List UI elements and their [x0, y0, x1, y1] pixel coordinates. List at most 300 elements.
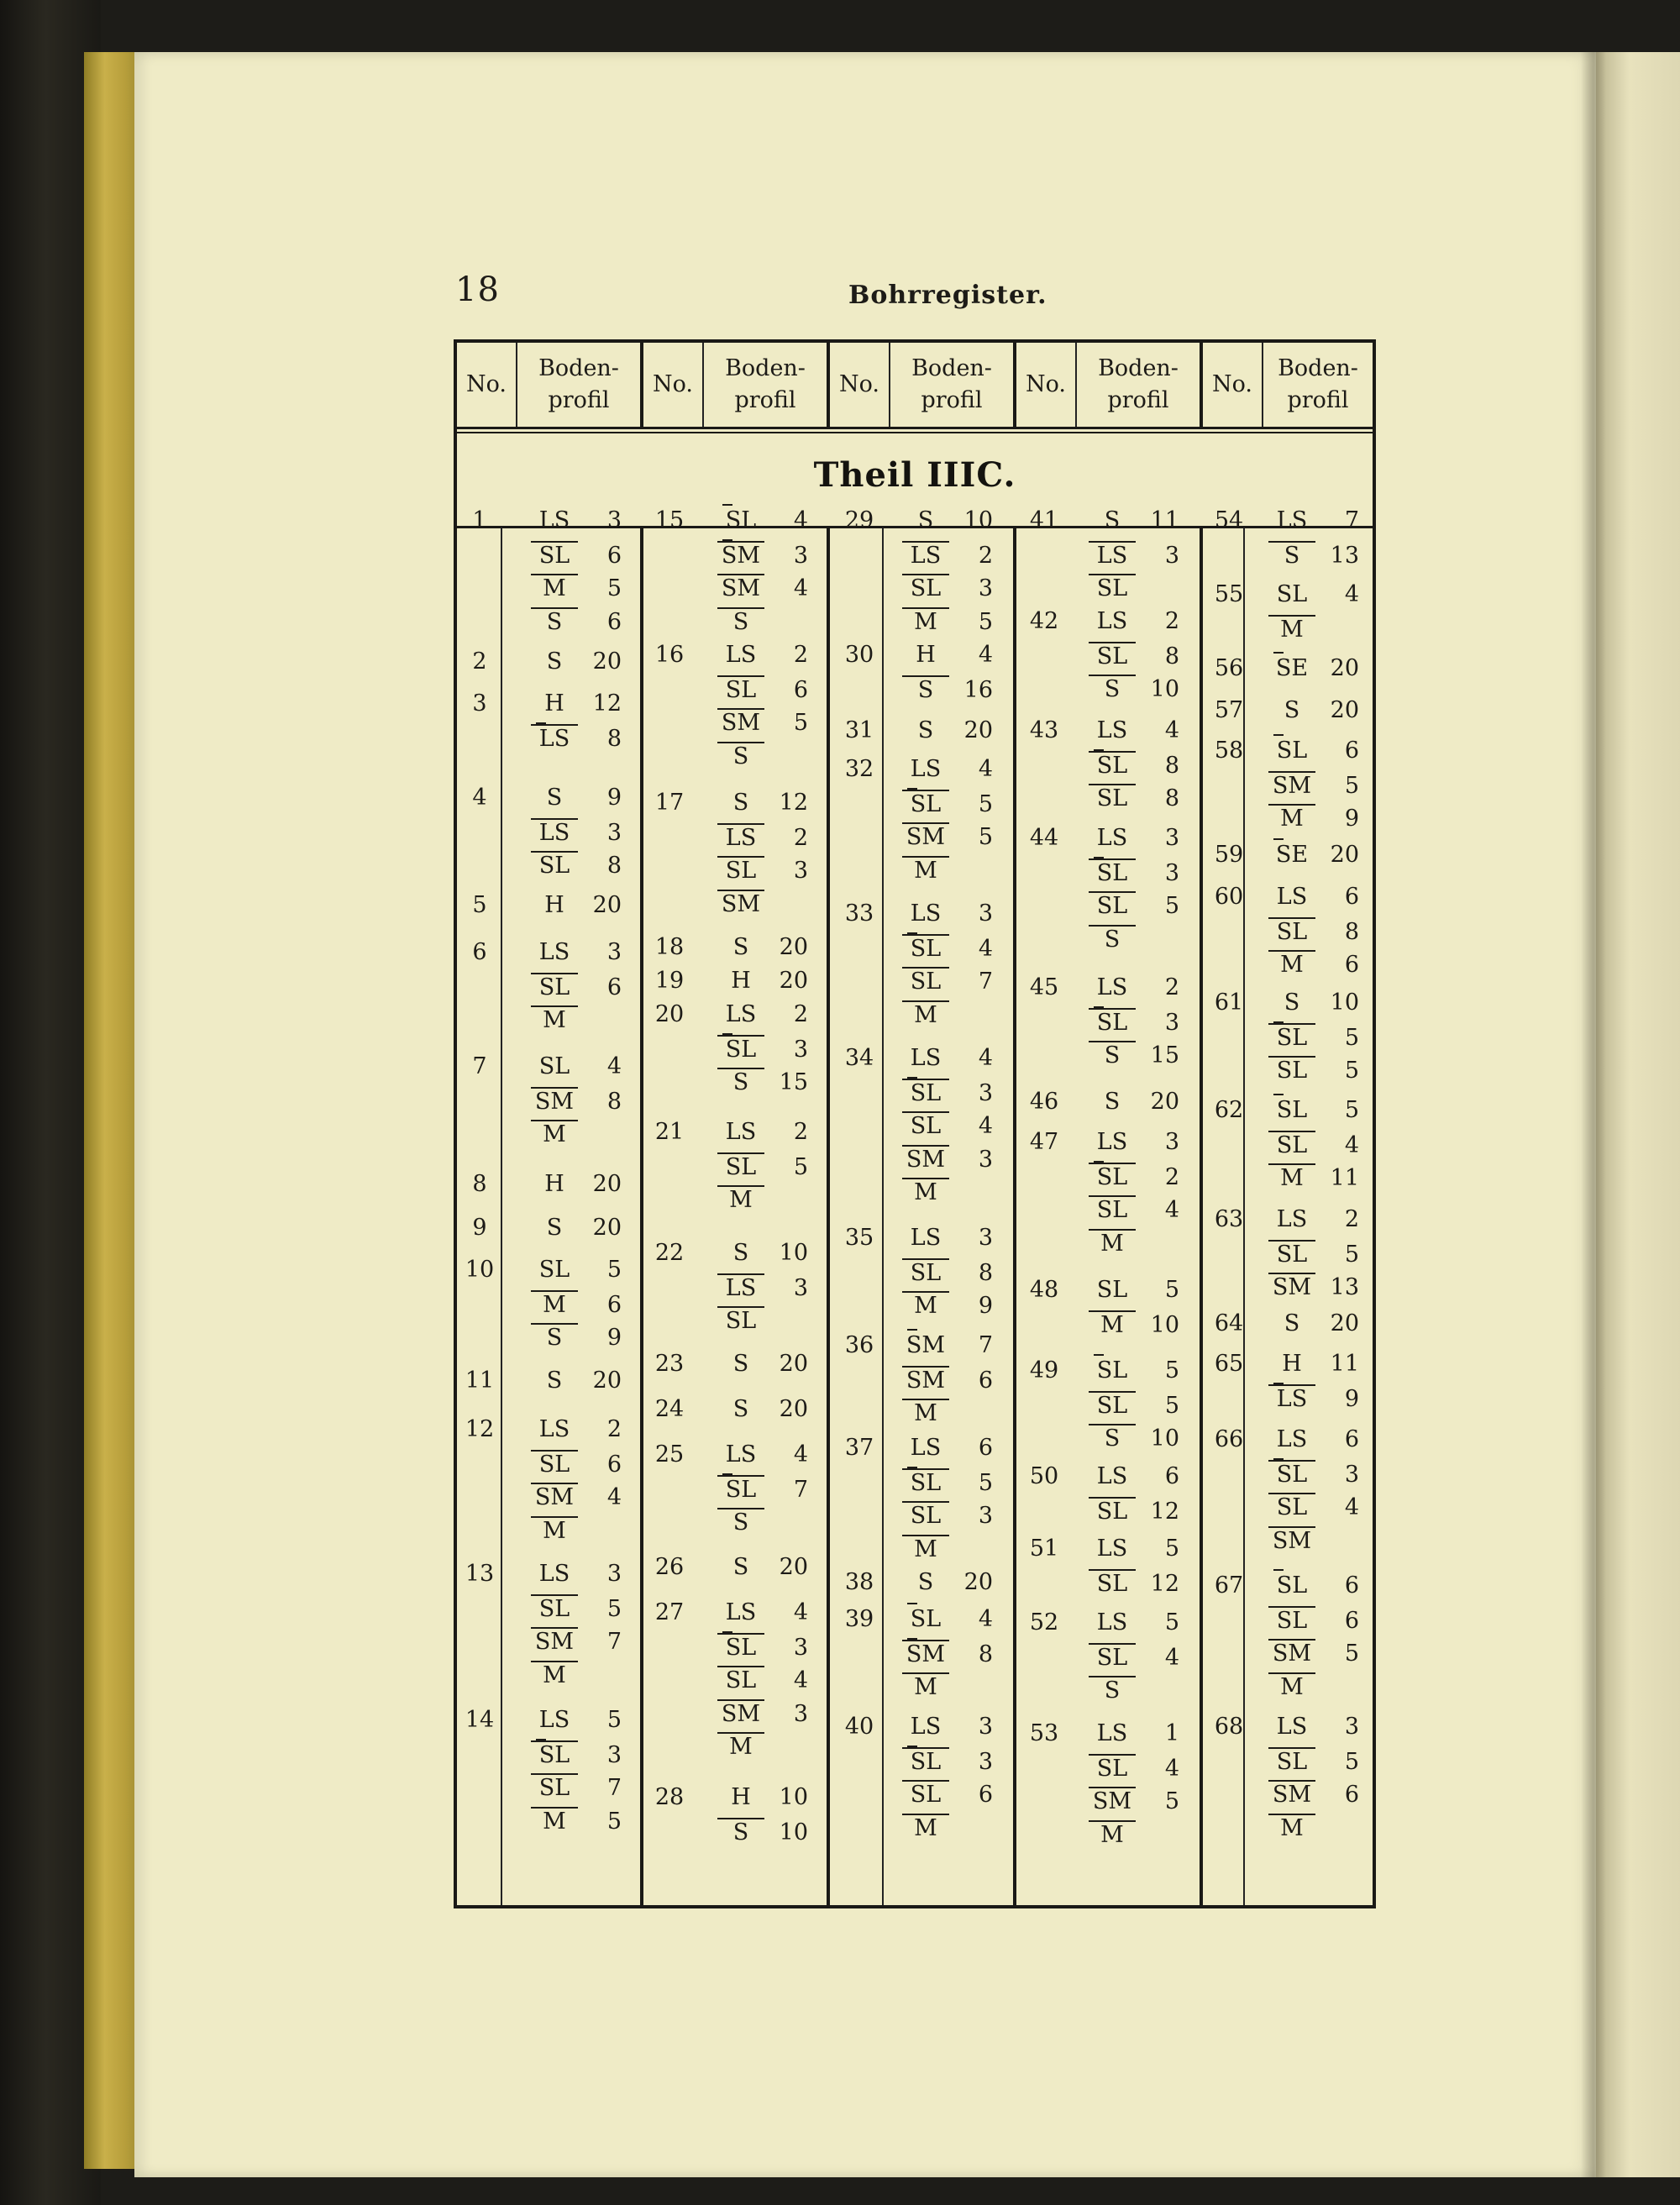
soil-symbol: S — [717, 1818, 764, 1845]
depth-value: 8 — [1164, 643, 1179, 669]
soil-symbol: LS — [538, 1561, 570, 1587]
depth-value: 2 — [1164, 608, 1179, 634]
depth-value: 10 — [779, 1784, 808, 1810]
profile-line — [1089, 1463, 1179, 1489]
soil-symbol: S — [732, 1240, 749, 1266]
entry-number: 56 — [1214, 655, 1244, 681]
depth-value: 4 — [978, 1606, 993, 1632]
depth-value: 5 — [1164, 1536, 1179, 1562]
soil-symbol: SL — [538, 1257, 570, 1283]
entry-number: 22 — [654, 1240, 685, 1266]
profile-line — [1089, 1676, 1136, 1704]
entry-number: 31 — [844, 717, 874, 743]
soil-symbol: LS — [531, 818, 578, 846]
depth-value: 3 — [793, 542, 808, 569]
entry-number: 60 — [1214, 884, 1244, 910]
profile-line — [531, 1627, 622, 1655]
profile-line — [531, 1661, 578, 1688]
soil-symbol: SL — [902, 1780, 949, 1808]
entry-number: 49 — [1029, 1357, 1059, 1383]
header-no-1: No. — [466, 371, 507, 397]
depth-value: 20 — [592, 892, 622, 918]
soil-symbol: S — [717, 1508, 764, 1536]
profile-line — [1268, 1206, 1359, 1232]
profile-line — [531, 973, 622, 1000]
soil-symbol: SL — [1089, 1643, 1136, 1671]
soil-symbol: M — [1268, 1672, 1315, 1700]
depth-value: 10 — [779, 1819, 808, 1845]
depth-value: 4 — [1164, 1644, 1179, 1671]
depth-value: 7 — [606, 1775, 622, 1801]
header-profile-3: Boden- profil — [911, 355, 992, 413]
profile-line — [531, 1005, 578, 1033]
profile-line — [902, 1399, 949, 1426]
depth-value: 6 — [1344, 1607, 1359, 1634]
depth-value: 6 — [1344, 1426, 1359, 1452]
profile-line — [902, 1366, 993, 1394]
depth-value: 6 — [1344, 1572, 1359, 1599]
entry-number: 23 — [654, 1351, 685, 1377]
profile-line — [1089, 825, 1179, 851]
entry-number: 55 — [1214, 581, 1244, 607]
depth-value: 8 — [1164, 785, 1179, 811]
profile-line — [902, 1780, 993, 1808]
profile-line — [531, 1740, 622, 1768]
profile-line — [902, 1079, 993, 1106]
profile-line — [902, 1435, 993, 1461]
soil-symbol: SL — [902, 1468, 949, 1496]
profile-line — [902, 1640, 993, 1667]
depth-value: 3 — [1164, 825, 1179, 851]
soil-symbol: S — [531, 1323, 578, 1351]
soil-symbol: LS — [538, 1707, 570, 1733]
profile-line — [902, 1501, 993, 1529]
depth-value: 1 — [1164, 1720, 1179, 1746]
depth-value: 3 — [978, 1748, 993, 1775]
soil-symbol: S — [1089, 1041, 1136, 1068]
profile-line — [1268, 615, 1315, 643]
depth-value: 2 — [793, 824, 808, 851]
profile-line — [902, 541, 993, 569]
soil-symbol: M — [531, 574, 578, 601]
profile-line — [1089, 1163, 1179, 1190]
depth-value: 4 — [1164, 1197, 1179, 1223]
soil-symbol: SL — [531, 1594, 578, 1622]
soil-symbol: SL — [1089, 1497, 1136, 1525]
profile-line — [1268, 950, 1359, 978]
soil-symbol: M — [902, 856, 949, 884]
entry-number: 42 — [1029, 608, 1059, 634]
depth-value: 20 — [1330, 1310, 1359, 1336]
profile-line — [1268, 1426, 1359, 1452]
soil-symbol: SL — [1089, 858, 1136, 886]
soil-symbol: LS — [1096, 608, 1128, 634]
profile-line — [531, 648, 622, 675]
depth-value: 7 — [978, 969, 993, 995]
profile-line — [531, 1215, 622, 1241]
soil-symbol: M — [902, 1672, 949, 1700]
profile-line — [1089, 1357, 1179, 1383]
depth-value: 6 — [606, 542, 622, 569]
depth-value: 3 — [978, 1079, 993, 1106]
entry-number: 48 — [1029, 1277, 1059, 1303]
profile-line — [531, 851, 622, 879]
profile-line — [902, 1606, 993, 1632]
soil-symbol: SE — [1268, 842, 1315, 868]
depth-value: 20 — [779, 934, 808, 960]
soil-symbol: LS — [538, 507, 570, 533]
soil-symbol: LS — [1096, 825, 1128, 851]
profile-line — [902, 1225, 993, 1251]
profile-line — [902, 856, 949, 884]
depth-value: 4 — [1344, 581, 1359, 607]
soil-symbol: M — [531, 1120, 578, 1147]
profile-line — [902, 507, 993, 533]
depth-value: 7 — [1344, 507, 1359, 533]
soil-symbol: S — [717, 1068, 764, 1095]
depth-value: 3 — [978, 1714, 993, 1740]
entry-number: 24 — [654, 1396, 685, 1422]
depth-value: 4 — [793, 575, 808, 601]
profile-line — [902, 642, 993, 668]
entry-number: 40 — [844, 1714, 874, 1740]
profile-line — [531, 1053, 622, 1079]
depth-value: 4 — [978, 1045, 993, 1071]
next-page-edge — [1596, 52, 1680, 2177]
soil-symbol: SL — [1089, 1163, 1136, 1190]
profile-line — [1268, 842, 1359, 868]
depth-value: 3 — [978, 575, 993, 601]
soil-symbol: SL — [1268, 1606, 1315, 1634]
profile-line — [717, 708, 808, 736]
profile-line — [902, 1291, 993, 1319]
depth-value: 6 — [978, 1435, 993, 1461]
header-divider — [640, 343, 643, 427]
soil-symbol: S — [917, 507, 934, 533]
profile-line — [1268, 804, 1359, 832]
soil-symbol: SL — [1268, 1240, 1315, 1268]
depth-value: 6 — [978, 1782, 993, 1808]
depth-value: 4 — [1344, 1494, 1359, 1520]
depth-value: 3 — [1164, 859, 1179, 886]
entry-number: 39 — [844, 1606, 874, 1632]
depth-value: 3 — [1164, 542, 1179, 569]
depth-value: 15 — [779, 1069, 808, 1095]
soil-symbol: SM — [531, 1483, 578, 1510]
entry-number: 18 — [654, 934, 685, 960]
depth-value: 3 — [978, 1225, 993, 1251]
profile-line — [717, 1732, 764, 1760]
profile-line — [1089, 1569, 1179, 1597]
entry-number: 1 — [472, 507, 487, 533]
profile-line — [902, 1145, 993, 1173]
soil-symbol: SM — [902, 1640, 949, 1667]
soil-symbol: S — [732, 934, 749, 960]
depth-value: 20 — [592, 648, 622, 675]
profile-line — [717, 1273, 808, 1301]
soil-symbol: H — [544, 690, 564, 717]
depth-value: 4 — [606, 1484, 622, 1510]
depth-value: 5 — [793, 1153, 808, 1180]
depth-value: 5 — [1344, 772, 1359, 799]
profile-line — [717, 823, 808, 851]
profile-line — [717, 1818, 808, 1845]
profile-line — [902, 1468, 993, 1496]
depth-value: 7 — [793, 1476, 808, 1503]
soil-symbol: S — [546, 648, 563, 675]
depth-value: 6 — [606, 974, 622, 1000]
profile-line — [1268, 1351, 1359, 1377]
entry-number: 30 — [844, 642, 874, 668]
entry-number: 44 — [1029, 825, 1059, 851]
soil-symbol: SL — [1268, 1056, 1315, 1084]
entry-number: 58 — [1214, 738, 1244, 764]
depth-value: 3 — [606, 1561, 622, 1587]
depth-value: 3 — [793, 1036, 808, 1063]
entry-number: 50 — [1029, 1463, 1059, 1489]
entry-number: 7 — [472, 1053, 487, 1079]
depth-value: 10 — [963, 507, 993, 533]
soil-symbol: H — [731, 1784, 751, 1810]
profile-line — [1268, 1747, 1359, 1775]
entry-number: 52 — [1029, 1609, 1059, 1635]
bore-register-table — [454, 339, 1376, 1908]
soil-symbol: H — [544, 1171, 564, 1197]
soil-symbol: S — [1089, 925, 1136, 953]
soil-symbol: SL — [1268, 917, 1315, 945]
profile-line — [1268, 1131, 1359, 1158]
entry-number: 29 — [844, 507, 874, 533]
profile-line — [531, 1594, 622, 1622]
profile-line — [1089, 784, 1179, 811]
soil-symbol: S — [1284, 697, 1300, 723]
soil-symbol: H — [731, 968, 751, 994]
entry-number: 9 — [472, 1215, 487, 1241]
soil-symbol: SM — [717, 541, 764, 569]
profile-line — [1268, 655, 1359, 681]
profile-line — [902, 1747, 993, 1775]
soil-symbol: LS — [1096, 1720, 1128, 1746]
soil-symbol: H — [544, 892, 564, 918]
depth-value: 3 — [978, 1146, 993, 1173]
profile-line — [1268, 1814, 1315, 1841]
depth-value: 5 — [793, 710, 808, 736]
entry-number: 59 — [1214, 842, 1244, 868]
header-divider — [1013, 343, 1016, 427]
depth-value: 2 — [793, 1001, 808, 1027]
profile-line — [531, 1368, 622, 1394]
entry-number: 37 — [844, 1435, 874, 1461]
soil-symbol: SL — [902, 1501, 949, 1529]
soil-symbol: LS — [717, 823, 764, 851]
profile-line — [1268, 1384, 1359, 1412]
soil-symbol: SL — [531, 1740, 578, 1768]
soil-symbol: SM — [902, 822, 949, 850]
profile-line — [531, 690, 622, 717]
profile-line — [1268, 771, 1359, 799]
soil-symbol: S — [732, 1396, 749, 1422]
profile-line — [1089, 1129, 1179, 1155]
soil-symbol: SM — [1268, 1639, 1315, 1667]
header-divider — [516, 343, 517, 427]
depth-value: 5 — [606, 1257, 622, 1283]
soil-symbol: SL — [1089, 1008, 1136, 1036]
profile-line — [531, 507, 622, 533]
depth-value: 5 — [1164, 1277, 1179, 1303]
profile-line — [1268, 1056, 1359, 1084]
depth-value: 3 — [606, 1741, 622, 1768]
soil-symbol: SL — [902, 934, 949, 962]
soil-symbol: S — [732, 1554, 749, 1580]
depth-value: 4 — [1164, 717, 1179, 743]
depth-value: 20 — [1330, 842, 1359, 868]
soil-symbol: SL — [1089, 1754, 1136, 1782]
depth-value: 4 — [978, 935, 993, 962]
depth-value: 12 — [592, 690, 622, 717]
soil-symbol: S — [717, 607, 764, 635]
profile-line — [531, 1171, 622, 1197]
profile-line — [531, 607, 622, 635]
soil-symbol: LS — [725, 642, 757, 668]
soil-symbol: LS — [725, 1599, 757, 1625]
depth-value: 6 — [606, 1291, 622, 1318]
profile-line — [717, 1633, 808, 1661]
depth-value: 2 — [978, 542, 993, 569]
depth-value: 4 — [1164, 1755, 1179, 1782]
entry-number: 35 — [844, 1225, 874, 1251]
depth-value: 4 — [606, 1053, 622, 1079]
depth-value: 9 — [606, 1325, 622, 1351]
soil-symbol: M — [902, 1000, 949, 1028]
entry-number: 33 — [844, 900, 874, 927]
depth-value: 20 — [779, 968, 808, 994]
profile-line — [1268, 1023, 1359, 1051]
profile-line — [531, 724, 622, 752]
soil-symbol: LS — [902, 541, 949, 569]
depth-value: 8 — [606, 725, 622, 752]
profile-line — [1268, 990, 1359, 1016]
depth-value: 8 — [1344, 918, 1359, 945]
entry-number: 45 — [1029, 974, 1059, 1000]
entry-number: 38 — [844, 1569, 874, 1595]
depth-value: 5 — [978, 608, 993, 635]
soil-symbol: S — [546, 785, 563, 811]
soil-symbol: SL — [717, 856, 764, 884]
depth-value: 20 — [963, 1569, 993, 1595]
header-divider — [702, 343, 704, 427]
depth-value: 10 — [1150, 1311, 1179, 1338]
soil-symbol: S — [1268, 541, 1315, 569]
depth-value: 5 — [1164, 893, 1179, 919]
soil-symbol: SL — [902, 1258, 949, 1286]
depth-value: 5 — [606, 1707, 622, 1733]
soil-symbol: SM — [1089, 1787, 1136, 1814]
depth-value: 2 — [793, 1119, 808, 1145]
profile-line — [531, 1290, 622, 1318]
profile-line — [717, 856, 808, 884]
profile-line — [531, 1773, 622, 1801]
soil-symbol: S — [1104, 1089, 1121, 1115]
profile-line — [717, 675, 808, 703]
entry-number: 3 — [472, 690, 487, 717]
entry-number: 5 — [472, 892, 487, 918]
soil-symbol: M — [1268, 950, 1315, 978]
entry-number: 57 — [1214, 697, 1244, 723]
depth-value: 6 — [1344, 952, 1359, 978]
depth-value: 11 — [1150, 507, 1179, 533]
entry-number: 26 — [654, 1554, 685, 1580]
profile-line — [1089, 1643, 1179, 1671]
depth-value: 9 — [1344, 806, 1359, 832]
soil-symbol: S — [546, 1215, 563, 1241]
soil-symbol: SL — [1089, 574, 1136, 601]
profile-line — [902, 574, 993, 601]
depth-value: 3 — [1164, 1129, 1179, 1155]
soil-symbol: SL — [531, 973, 578, 1000]
soil-symbol: M — [902, 1178, 949, 1205]
soil-symbol: LS — [725, 1119, 757, 1145]
profile-line — [1268, 507, 1359, 533]
soil-symbol: SL — [1268, 1023, 1315, 1051]
profile-line — [531, 1807, 622, 1835]
soil-symbol: SM — [1268, 1273, 1315, 1300]
depth-value: 5 — [1344, 1641, 1359, 1667]
depth-value: 4 — [978, 642, 993, 668]
profile-line — [902, 1332, 993, 1358]
soil-symbol: LS — [1096, 717, 1128, 743]
profile-line — [717, 574, 808, 601]
depth-value: 2 — [1344, 1206, 1359, 1232]
profile-line — [1089, 1720, 1179, 1746]
soil-symbol: LS — [1089, 541, 1136, 569]
entry-number: 68 — [1214, 1714, 1244, 1740]
profile-line — [1268, 1310, 1359, 1336]
depth-value: 7 — [606, 1629, 622, 1655]
profile-line — [717, 1306, 764, 1334]
soil-symbol: SL — [1268, 1460, 1315, 1488]
soil-symbol: M — [1268, 804, 1315, 832]
entry-number: 12 — [465, 1416, 495, 1442]
soil-symbol: S — [1284, 1310, 1300, 1336]
profile-line — [1089, 541, 1179, 569]
soil-symbol: S — [1089, 1424, 1136, 1452]
depth-value: 20 — [963, 717, 993, 743]
profile-line — [1089, 642, 1179, 669]
entry-number: 13 — [465, 1561, 495, 1587]
profile-line — [717, 1068, 808, 1095]
depth-value: 20 — [1330, 655, 1359, 681]
soil-symbol: SL — [538, 1053, 570, 1079]
profile-line — [717, 1185, 764, 1213]
profile-line — [902, 717, 993, 743]
profile-line — [902, 1672, 949, 1700]
profile-line — [717, 1396, 808, 1422]
entry-number: 65 — [1214, 1351, 1244, 1377]
profile-line — [531, 1561, 622, 1587]
soil-symbol: SL — [1089, 1391, 1136, 1419]
profile-line — [717, 968, 808, 994]
profile-line — [1268, 1572, 1359, 1599]
profile-line — [1089, 1195, 1179, 1223]
soil-symbol: SM — [1268, 1780, 1315, 1808]
soil-symbol: LS — [1276, 507, 1308, 533]
soil-symbol: SM — [717, 708, 764, 736]
profile-line — [902, 1535, 949, 1562]
soil-symbol: S — [732, 1351, 749, 1377]
profile-line — [1268, 1672, 1315, 1700]
soil-symbol: M — [902, 1291, 949, 1319]
depth-value: 12 — [779, 790, 808, 816]
